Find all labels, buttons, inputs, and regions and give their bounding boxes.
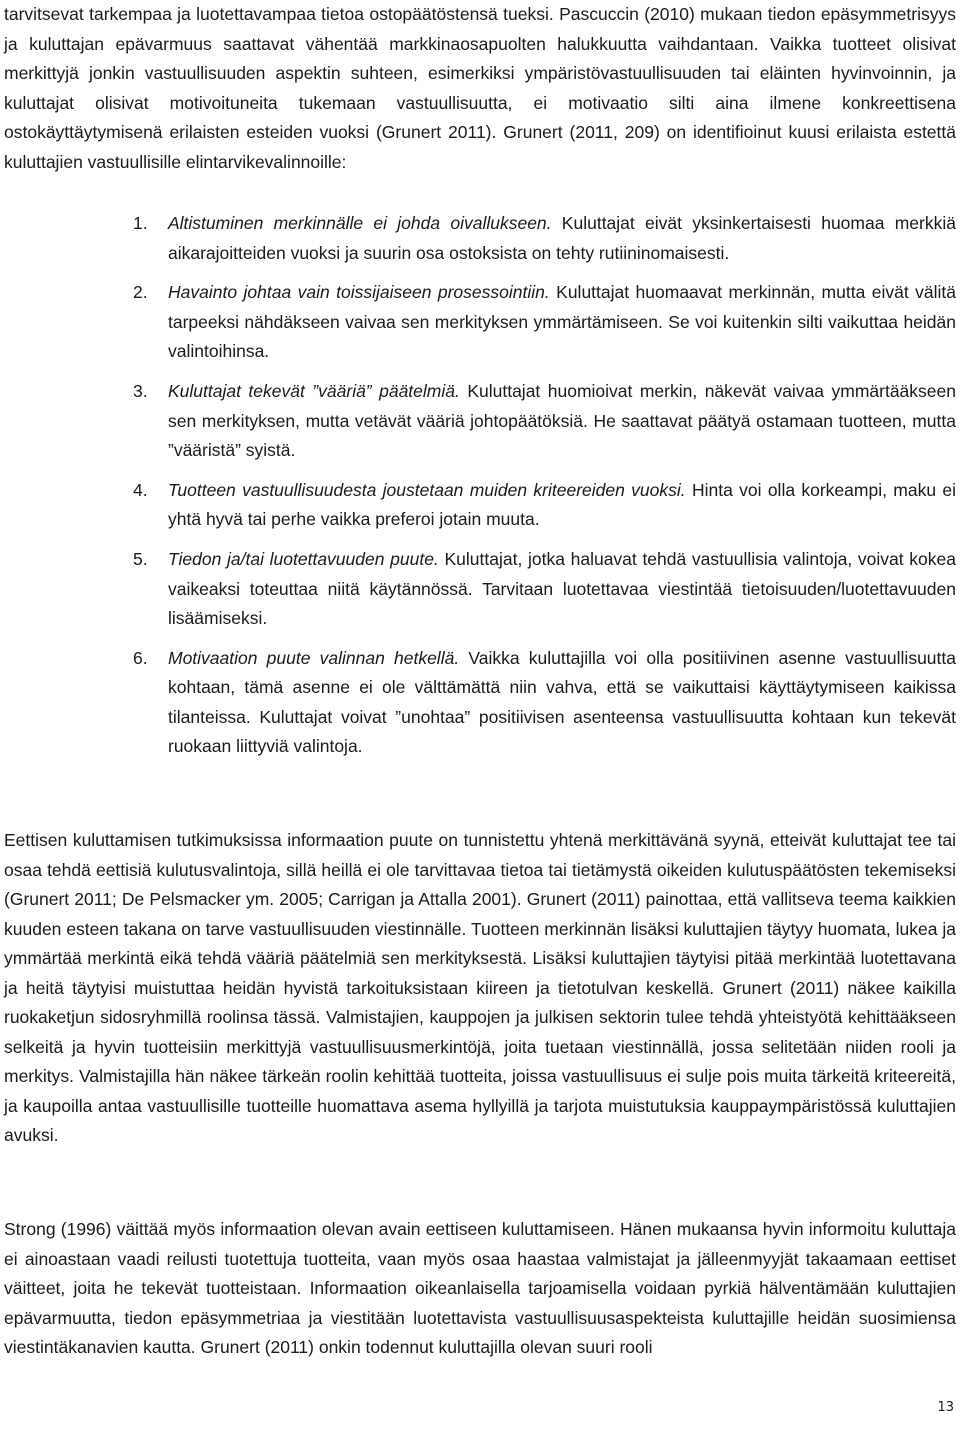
paragraph-strong: Strong (1996) väittää myös informaation olevan avain eettiseen kuluttamiseen. Hänen mukaansa hyvin informoitu kuluttaja ei ainoastaan vaadi reilusti tuotettuja tuotteita, vaan myös osaa haastaa valmistajat ja jälleenmyyjät takaamaan eettiset väitteet, joita he tekevät tuotteistaan. Informaation oikeanlaisella tarjoamisella voidaan pyrkiä hälventämään kuluttajien epävarmuutta, tiedon epäsymmetriaa ja viestitään luotettavista vastuullisuusaspekteista kuluttajille heidän suosimiensa viestintäkanavien kautta. Grunert (2011) onkin todennut kuluttajilla olevan suuri rooli — [4, 1219, 956, 1357]
list-item-heading: Altistuminen merkinnälle ei johda oivallukseen. — [168, 213, 552, 233]
list-item — [0, 476, 960, 535]
list-item-number: 3. — [133, 381, 148, 402]
list-item-heading: Tuotteen vastuullisuudesta joustetaan muiden kriteereiden vuoksi. — [168, 479, 686, 500]
list-item-heading: Motivaation puute valinnan hetkellä. — [168, 647, 460, 668]
list-item-text: Kuluttajat huomioivat merkin, näkevät vaivaa ymmärtääkseen sen merkityksen, mutta vetävät vääriä johtopäätöksiä. He saattavat päätyä ostamaan tuotteen, mutta ”vääristä” syistä. — [168, 381, 956, 461]
list-item-number: 6. — [133, 647, 148, 668]
list-item — [0, 644, 960, 762]
list-item-number: 5. — [133, 549, 148, 570]
list-item-heading: Tiedon ja/tai luotettavuuden puute. — [168, 549, 439, 570]
list-item-number: 1. — [133, 213, 148, 233]
paragraph-ethics: Eettisen kuluttamisen tutkimuksissa informaation puute on tunnistettu yhtenä merkittävänä syynä, etteivät kuluttajat tee tai osaa tehdä eettisiä kulutusvalintoja, sillä heillä ei ole tarvittavaa tietoa tai tietämystä oikeiden kulutuspäätösten tekemiseksi (Grunert 2011; De Pelsmacker ym. 2005; Carrigan ja Attalla 2001). Grunert (2011) painottaa, että vallitseva teema kaikkien kuuden esteen takana on tarve vastuullisuuden viestinnälle. Tuotteen merkinnän lisäksi kuluttajien täytyy huomata, lukea ja ymmärtää merkintä eikä tehdä vääriä päätelmiä sen merkityksestä. Lisäksi kuluttajien täytyisi pitää merkintää luotettavana ja heitä täytyisi muistuttaa heidän hyvistä tarkoituksistaan kiireen ja tietotulvan keskellä. Grunert (2011) näkee kaikilla ruokaketjun sidosryhmillä roolinsa tässä. Valmistajien, kauppojen ja julkisen sektorin tulee tehdä yhteistyötä kehittääkseen selkeitä ja hyvin tuotteisiin merkittyjä vastuullisuusmerkintöjä, joita tuetaan viestinnällä, jossa selitetään niiden rooli ja merkitys. Valmistajilla hän näkee tärkeän roolin kehittää tuotteita, joissa vastuullisuus ei sulje pois muita tärkeitä kriteereitä, ja kaupoilla antaa vastuullisille tuotteille huomattava asema hyllyillä ja tarjota muistutuksia kauppaympäristössä kuluttajien avuksi. — [4, 830, 956, 1145]
list-item-number: 4. — [133, 479, 148, 500]
page-number: 13 — [937, 1400, 954, 1415]
list-item-heading: Havainto johtaa vain toissijaiseen prosessointiin. — [168, 282, 550, 303]
list-item — [0, 545, 960, 634]
list-item-text: Kuluttajat huomaavat merkinnän, mutta eivät välitä tarpeeksi nähdäkseen vaivaa sen merkityksen ymmärtämiseen. Se voi kuitenkin silti vaikuttaa heidän valintoihinsa. — [168, 282, 956, 362]
barrier-list — [0, 209, 960, 772]
list-item — [0, 377, 960, 466]
list-item — [0, 209, 960, 268]
list-item-heading: Kuluttajat tekevät ”vääriä” päätelmiä. — [168, 381, 460, 402]
list-item — [0, 278, 960, 367]
list-item-text: Vaikka kuluttajilla voi olla positiivinen asenne vastuullisuutta kohtaan, tämä asenne ei ole välttämättä niin vahva, että se vaikuttaisi käyttäytymiseen kaikissa tilanteissa. Kuluttajat voivat ”unohtaa” positiivisen asenteensa vastuullisuutta kohtaan kun tekevät ruokaan liittyviä valintoja. — [168, 647, 956, 757]
paragraph-intro: tarvitsevat tarkempaa ja luotettavampaa tietoa ostopäätöstensä tueksi. Pascuccin (2010) mukaan tiedon epäsymmetrisyys ja kuluttajan epävarmuus saattavat vähentää markkinaosapuolten halukkuutta vaihdantaan. Vaikka tuotteet olisivat merkittyjä jonkin vastuullisuuden aspektin suhteen, esimerkiksi ympäristövastuullisuuden tai eläinten hyvinvoinnin, ja kuluttajat olisivat motivoituneita tukemaan vastuullisuutta, ei motivaatio silti aina ilmene konkreettisena ostokäyttäytymisenä erilaisten esteiden vuoksi (Grunert 2011). Grunert (2011, 209) on identifioinut kuusi erilaista estettä kuluttajien vastuullisille elintarvikevalinnoille: — [4, 4, 956, 172]
list-item-text: Kuluttajat, jotka haluavat tehdä vastuullisia valintoja, voivat kokea vaikeaksi toteuttaa niitä käytännössä. Tarvitaan luotettavaa viestintää tietoisuuden/luotettavuuden lisäämiseksi. — [168, 549, 956, 629]
list-item-number: 2. — [133, 282, 148, 303]
list-item-text: Hinta voi olla korkeampi, maku ei yhtä hyvä tai perhe vaikka preferoi jotain muuta. — [168, 479, 956, 530]
list-item-text: Kuluttajat eivät yksinkertaisesti huomaa merkkiä aikarajoitteiden vuoksi ja suurin osa ostoksista on tehty rutiininomaisesti. — [168, 213, 956, 263]
